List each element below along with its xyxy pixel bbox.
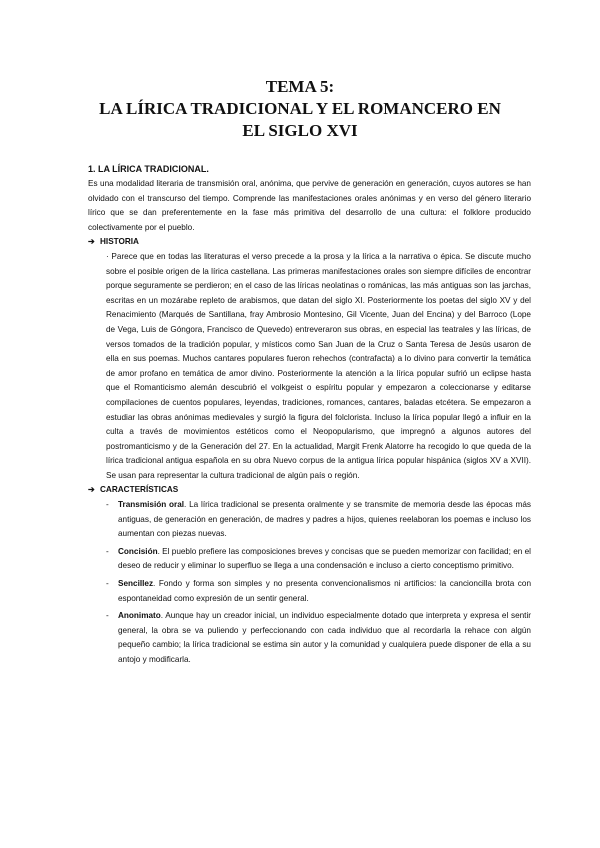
list-item-term: Sencillez — [118, 579, 154, 589]
arrow-right-icon: ➔ — [88, 485, 95, 495]
document-title — [60, 76, 540, 142]
historia-paragraph: · Parece que en todas las literaturas el verso precede a la prosa y la lírica a la narrativa o épica. Se discute mucho sobre el posible origen de la lírica castellana. Las primeras manifestaciones orales son siempre difíciles de encontrar porque seguramente se perdieron; en el caso de las líricas neolatinas o románicas, las más antiguas son las jarchas, escritas en un mozárabe repleto de arabismos, que datan del siglo XI. Posteriormente los poetas del siglo XV y del Renacimiento (Marqués de Santillana, fray Ambrosio Montesino, Gil Vicente, Juan del Encina) y del Barroco (Lope de Vega, Luis de Góngora, Francisco de Quevedo) entreveraron sus obras, en especial las teatrales y las líricas, de versos tomados de la tradición popular, y místicos como San Juan de la Cruz o Santa Teresa de Jesús usaron de ella en sus poemas. Muchos cantares populares fueron rehechos (contrafacta) a lo divino para convertir la temática de amor profano en temática de amor divino. Posteriormente la atención a la lírica popular sufrió un eclipse hasta que el Romanticismo alemán descubrió el volkgeist o espíritu popular y empezaron a coleccionarse y editarse compilaciones de cuentos populares, leyendas, tradiciones, romances, cantares, baladas etcétera. Se empezaron a estudiar las obras anónimas medievales y surgió la figura del folclorista. Incluso la lírica popular llegó a influir en la culta a través de movimientos estéticos como el Neopopularismo, que impregnó a algunos autores del postromanticismo y de la Generación del 27. En la actualidad, Margit Frenk Alatorre ha recogido lo que queda de la lírica tradicional antigua española en su obra Nuevo corpus de la antigua lírica popular hispánica (siglos XV a XVII). Se usan para representar la cultura tradicional de algún país o región. — [106, 251, 531, 480]
list-item-term: Transmisión oral — [118, 500, 185, 510]
arrow-right-icon: ➔ — [88, 237, 95, 247]
title-line-2: LA LÍRICA TRADICIONAL Y EL ROMANCERO EN — [99, 99, 501, 118]
document-body — [88, 162, 531, 671]
list-item-text: . Aunque hay un creador inicial, un individuo especialmente dotado que interpreta y expresa el sentir general, la obra se va puliendo y perfeccionando con cada individuo que al recordarla la rehace con algún pequeño cambio; la lírica tradicional se estima sin autor y la comunidad y cualquiera puede disponer de ella a su antojo y modificarla. — [118, 611, 531, 664]
historia-heading-label: HISTORIA — [100, 237, 139, 247]
list-item-text: . Fondo y forma son simples y no presenta convencionalismos ni artificios: la cancioncilla brota con espontaneidad como expresión de un sentir general. — [118, 579, 531, 603]
caracteristicas-heading-label: CARACTERÍSTICAS — [100, 485, 179, 495]
title-line-1: TEMA 5: — [265, 77, 335, 96]
section-heading: 1. LA LÍRICA TRADICIONAL. — [88, 164, 209, 174]
intro-paragraph: Es una modalidad literaria de transmisión oral, anónima, que pervive de generación en generación, cuyos autores se han olvidado con el transcurso del tiempo. Comprende las manifestaciones orales anónimas y en verso del género literario lírico que se dan preferentemente en la fase más primitiva del desarrollo de una cultura: el folklore producido colectivamente por el pueblo. — [88, 179, 531, 232]
list-item — [118, 545, 531, 574]
list-item-text: . La lírica tradicional se presenta oralmente y se transmite de memoria desde las épocas más antiguas, de generación en generación, de madres y padres a hijos, quienes reelaboran los poemas e incluso los aumentan con piezas nuevas. — [118, 500, 531, 539]
list-item — [118, 609, 531, 667]
list-item-term: Concisión — [118, 546, 158, 556]
caracteristicas-list — [88, 498, 531, 668]
list-item — [118, 498, 531, 542]
list-item — [118, 577, 531, 606]
caracteristicas-heading — [88, 483, 531, 498]
historia-heading — [88, 235, 531, 250]
list-item-term: Anonimato — [118, 611, 161, 621]
title-line-3: EL SIGLO XVI — [242, 121, 358, 140]
list-item-text: . El pueblo prefiere las composiciones breves y concisas que se pueden memorizar con facilidad; en el deseo de reducir y eliminar lo superfluo se llega a una condensación e incluso a cierto conceptismo primitivo. — [118, 546, 531, 571]
